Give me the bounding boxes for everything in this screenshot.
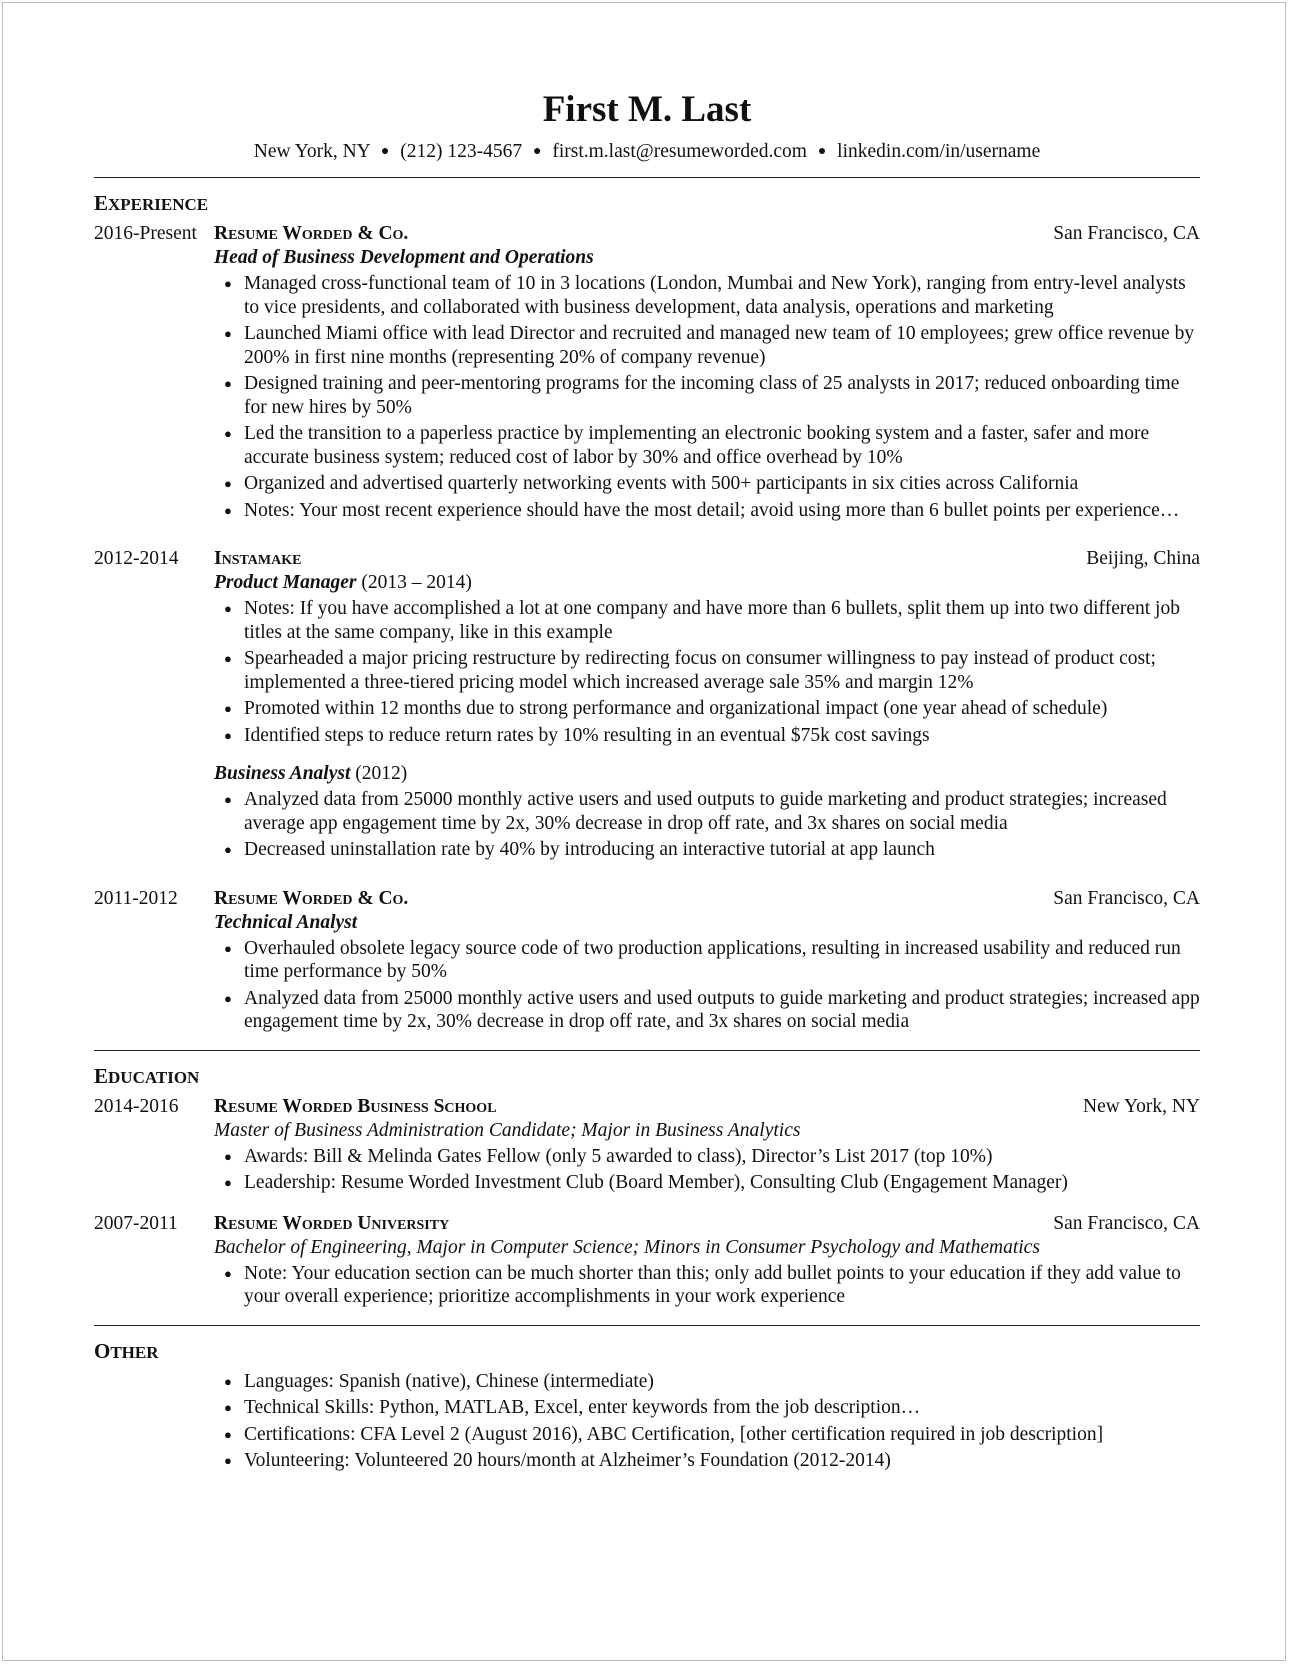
- other-heading: [94, 1338, 1200, 1366]
- bullet-icon: ●: [224, 1453, 232, 1468]
- role-years: (2013 – 2014): [356, 572, 472, 593]
- bullet-text: Overhauled obsolete legacy source code of two production applications, resulting in increased usability and reduced run time performance by 50%: [244, 937, 1181, 982]
- role-years: (2012): [350, 763, 408, 784]
- bullet-icon: ●: [224, 476, 232, 491]
- bullet-icon: ●: [224, 426, 232, 441]
- bullet-text: Launched Miami office with lead Director and recruited and managed new team of 10 employees; grew office revenue by 200% in first nine months (representing 20% of company revenue): [244, 323, 1195, 368]
- bullet-icon: ●: [224, 376, 232, 391]
- bullet-text: Awards: Bill & Melinda Gates Fellow (only 5 awarded to class), Director’s List 2017 (top 10%): [244, 1145, 993, 1167]
- entry-location: Beijing, China: [1086, 548, 1200, 569]
- list-item: [214, 697, 1200, 721]
- list-item: [214, 647, 1200, 694]
- bullet-text: Leadership: Resume Worded Investment Club (Board Member), Consulting Club (Engagement Manager): [244, 1172, 1068, 1193]
- list-item: [214, 1171, 1200, 1195]
- education-entry: [94, 1095, 1200, 1198]
- bullet-list: [214, 937, 1200, 1034]
- entry-date: 2011-2012: [94, 887, 178, 909]
- heading-rest: THER: [110, 1342, 159, 1362]
- bullet-text: Certifications: CFA Level 2 (August 2016), ABC Certification, [other certification required in job description]: [244, 1423, 1104, 1445]
- resume-name: First M. Last: [542, 89, 752, 130]
- section-divider: [94, 1325, 1200, 1326]
- contact-location: New York, NY: [253, 141, 371, 162]
- bullet-icon: ●: [224, 1400, 232, 1415]
- list-item: [214, 1145, 1200, 1169]
- bullet-icon: ●: [224, 792, 232, 807]
- bullet-text: Decreased uninstallation rate by 40% by introducing an interactive tutorial at app launch: [244, 839, 935, 860]
- bullet-icon: ●: [224, 502, 232, 518]
- role-title: Business Analyst: [214, 763, 351, 784]
- degree-title: Master of Business Administration Candidate; Major in Business Analytics: [214, 1119, 801, 1141]
- list-item: [214, 987, 1200, 1034]
- list-item: [214, 838, 1200, 862]
- bullet-icon: ●: [224, 1265, 232, 1281]
- bullet-list: [214, 788, 1200, 862]
- list-item: [214, 1370, 1200, 1394]
- bullet-icon: ●: [224, 990, 232, 1006]
- bullet-text: Notes: Your most recent experience should have the most detail; avoid using more than 6 bullet points per experience…: [244, 499, 1180, 521]
- bullet-icon: ●: [224, 842, 232, 857]
- bullet-list: [214, 1262, 1200, 1309]
- bullet-icon: ●: [224, 1373, 232, 1389]
- entry-date: 2016-Present: [94, 223, 197, 244]
- experience-heading: [94, 190, 1200, 218]
- list-item: [214, 499, 1200, 523]
- bullet-icon: ●: [224, 727, 232, 743]
- separator-dot: ●: [533, 144, 542, 159]
- list-item: [214, 597, 1200, 644]
- experience-entry: [94, 222, 1200, 525]
- bullet-icon: ●: [224, 940, 232, 956]
- list-item: [214, 1396, 1200, 1420]
- heading-rest: DUCATION: [108, 1067, 200, 1087]
- bullet-text: Languages: Spanish (native), Chinese (intermediate): [244, 1370, 654, 1392]
- bullet-text: Managed cross-functional team of 10 in 3 locations (London, Mumbai and New York), ranging from entry-level analysts to vice presidents, and collaborated with business development, data analysis, operations and marketing: [244, 273, 1186, 318]
- contact-email[interactable]: first.m.last@resumeworded.com: [552, 141, 807, 162]
- list-item: [214, 788, 1200, 835]
- bullet-icon: ●: [224, 1426, 232, 1442]
- bullet-text: Notes: If you have accomplished a lot at one company and have more than 6 bullets, split them up into two different job titles at the same company, like in this example: [244, 598, 1180, 643]
- resume-page: [94, 90, 1200, 1476]
- experience-entry: [94, 547, 1200, 865]
- role-title: Technical Analyst: [214, 911, 358, 933]
- bullet-icon: ●: [224, 1175, 232, 1190]
- bullet-list: [214, 1370, 1200, 1473]
- heading-initial: E: [94, 191, 109, 215]
- list-item: [214, 937, 1200, 984]
- entry-location: San Francisco, CA: [1053, 887, 1200, 909]
- entry-location: New York, NY: [1082, 1095, 1200, 1117]
- bullet-text: Designed training and peer-mentoring programs for the incoming class of 25 analysts in 2017; reduced onboarding time for new hires by 50%: [244, 373, 1180, 418]
- experience-entry: [94, 887, 1200, 1037]
- list-item: [214, 272, 1200, 319]
- bullet-icon: ●: [224, 601, 232, 616]
- bullet-icon: ●: [224, 276, 232, 291]
- list-item: [214, 1449, 1200, 1473]
- other-entry: [214, 1370, 1200, 1473]
- heading-initial: E: [94, 1063, 109, 1088]
- role-title: Product Manager: [214, 572, 357, 593]
- bullet-text: Note: Your education section can be much shorter than this; only add bullet points to your education if they add value to your overall experience; prioritize accomplishments in your work experience: [244, 1262, 1181, 1307]
- list-item: [214, 1262, 1200, 1309]
- education-entry: [94, 1212, 1200, 1312]
- bullet-text: Volunteering: Volunteered 20 hours/month at Alzheimer’s Foundation (2012-2014): [244, 1450, 891, 1471]
- bullet-text: Led the transition to a paperless practice by implementing an electronic booking system and a faster, safer and more accurate business system; reduced cost of labor by 30% and office overhead by 10%: [244, 423, 1150, 468]
- entry-location: San Francisco, CA: [1053, 223, 1200, 244]
- bullet-icon: ●: [224, 326, 232, 341]
- entry-organization: Resume Worded University: [214, 1212, 450, 1234]
- contact-line: [94, 140, 1200, 164]
- entry-organization: Resume Worded & Co.: [214, 887, 409, 909]
- bullet-list: [214, 272, 1200, 522]
- education-heading: [94, 1063, 1200, 1091]
- list-item: [214, 322, 1200, 369]
- contact-linkedin[interactable]: linkedin.com/in/username: [837, 141, 1041, 162]
- heading-rest: XPERIENCE: [108, 195, 209, 214]
- entry-date: 2007-2011: [94, 1212, 178, 1234]
- bullet-text: Identified steps to reduce return rates by 10% resulting in an eventual $75k cost savings: [244, 724, 930, 746]
- heading-initial: O: [94, 1338, 111, 1363]
- section-divider: [94, 177, 1200, 178]
- entry-organization: Instamake: [214, 548, 302, 569]
- bullet-list: [214, 1145, 1200, 1195]
- role-title: Head of Business Development and Operations: [214, 247, 594, 268]
- entry-location: San Francisco, CA: [1053, 1212, 1200, 1234]
- bullet-text: Organized and advertised quarterly networking events with 500+ participants in six cities across California: [244, 473, 1079, 494]
- separator-dot: ●: [817, 144, 827, 159]
- list-item: [214, 472, 1200, 496]
- list-item: [214, 422, 1200, 469]
- bullet-text: Technical Skills: Python, MATLAB, Excel, enter keywords from the job description…: [244, 1397, 921, 1418]
- entry-date: 2012-2014: [94, 548, 179, 569]
- bullet-icon: ●: [224, 651, 232, 666]
- list-item: [214, 724, 1200, 748]
- section-divider: [94, 1050, 1200, 1051]
- bullet-icon: ●: [224, 1148, 232, 1164]
- contact-phone: (212) 123-4567: [400, 141, 523, 162]
- bullet-text: Analyzed data from 25000 monthly active users and used outputs to guide marketing and product strategies; increased app engagement time by 2x, 30% decrease in drop off rate, and 3x shares on social media: [244, 987, 1200, 1032]
- list-item: [214, 372, 1200, 419]
- separator-dot: ●: [380, 144, 390, 159]
- entry-date: 2014-2016: [94, 1095, 179, 1117]
- list-item: [214, 1423, 1200, 1447]
- bullet-text: Analyzed data from 25000 monthly active users and used outputs to guide marketing and product strategies; increased average app engagement time by 2x, 30% decrease in drop off rate, and 3x shares on social media: [244, 789, 1167, 834]
- bullet-list: [214, 597, 1200, 747]
- bullet-icon: ●: [224, 701, 232, 716]
- degree-title: Bachelor of Engineering, Major in Computer Science; Minors in Consumer Psychology and Mathematics: [214, 1236, 1040, 1258]
- bullet-text: Promoted within 12 months due to strong performance and organizational impact (one year ahead of schedule): [244, 698, 1108, 719]
- bullet-text: Spearheaded a major pricing restructure by redirecting focus on consumer willingness to pay instead of product cost; implemented a three-tiered pricing model which increased average sale 35% and margin 12%: [244, 648, 1156, 693]
- entry-organization: Resume Worded & Co.: [214, 223, 409, 244]
- entry-organization: Resume Worded Business School: [214, 1095, 497, 1117]
